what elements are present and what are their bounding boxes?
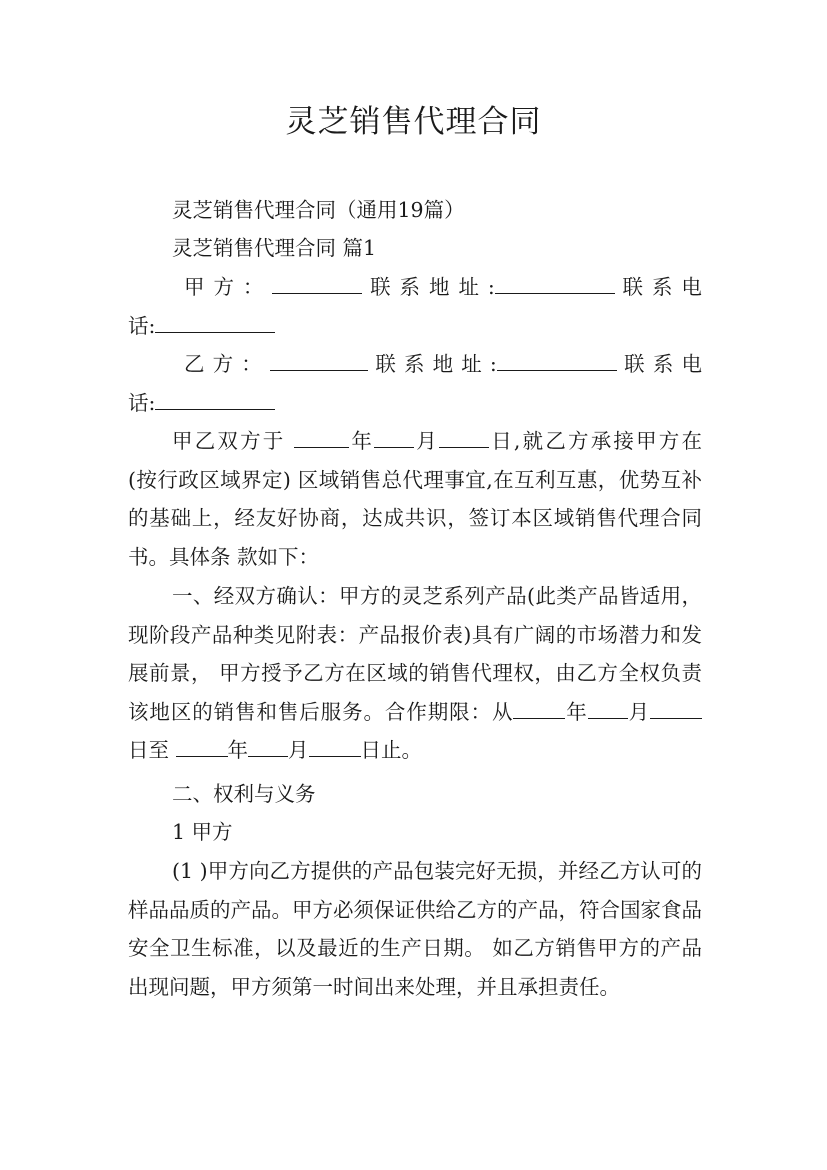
party-a-label: 甲 方 ： bbox=[184, 275, 265, 299]
document-title: 灵芝销售代理合同 bbox=[285, 104, 542, 140]
clause-2-heading: 二、权利与义务 bbox=[172, 782, 316, 806]
clause-1-day-blank bbox=[650, 696, 702, 719]
clause-1-end: 日止。 bbox=[360, 738, 423, 762]
clause-1-from-blank bbox=[513, 696, 565, 719]
clause-1-year2: 年 bbox=[227, 738, 249, 762]
intro-year-blank bbox=[294, 425, 349, 448]
party-b-label: 乙 方 ： bbox=[184, 352, 263, 376]
clause-1-text: 一、经双方确认：甲方的灵芝系列产品(此类产品皆适用，现阶段产品种类见附表：产品报价表)具有广阔的市场潜力和发展前景， 甲方授予乙方在区域的销售代理权，由乙方全权负责该地区的销售和售后服务。合作期限：从 bbox=[128, 584, 702, 724]
party-a-block bbox=[128, 268, 702, 345]
part-heading: 灵芝销售代理合同 篇1 bbox=[172, 236, 377, 260]
intro-first-line bbox=[128, 422, 702, 461]
clause-1-day2-blank bbox=[309, 734, 361, 757]
party-b-block bbox=[128, 345, 702, 422]
party-b-phone-blank bbox=[155, 387, 275, 410]
clause-1-month2: 月 bbox=[288, 738, 309, 762]
party-b-phone-label-cont: 话: bbox=[128, 390, 156, 415]
clause-2-subheading: 1 甲方 bbox=[172, 820, 233, 844]
clause-1-year2-blank bbox=[176, 734, 228, 757]
intro-paragraph bbox=[128, 422, 702, 576]
party-a-phone-label: 联 系 电 bbox=[622, 275, 702, 299]
clause-1-paragraph bbox=[128, 577, 702, 770]
party-a-address-blank bbox=[495, 271, 615, 294]
party-a-phone-blank bbox=[155, 310, 275, 333]
party-a-address-label: 联 系 地 址 : bbox=[370, 275, 495, 299]
intro-month: 月 bbox=[414, 429, 440, 453]
clause-2-item-1: (1 )甲方向乙方提供的产品包装完好无损，并经乙方认可的样品品质的产品。甲方必须保证供给乙方的产品，符合国家食品安全卫生标准，以及最近的生产日期。 如乙方销售甲方的产品出现问题，甲方须第一时间出来处理，并且承担责任。 bbox=[128, 859, 702, 999]
party-a-phone-label-cont: 话: bbox=[128, 313, 156, 338]
document-subtitle: 灵芝销售代理合同（通用19篇） bbox=[172, 198, 465, 222]
party-a-name-blank bbox=[272, 271, 362, 294]
party-b-phone-line bbox=[128, 384, 702, 423]
intro-lead: 甲乙双方于 bbox=[172, 429, 295, 453]
party-a-phone-line bbox=[128, 307, 702, 346]
clause-1-month: 月 bbox=[627, 699, 651, 724]
party-b-address-blank bbox=[497, 348, 617, 371]
clause-1-month-blank bbox=[588, 696, 628, 719]
intro-day-rest: 日,就乙方承接甲方在 bbox=[489, 429, 703, 453]
party-b-phone-label: 联 系 电 bbox=[624, 352, 702, 376]
clause-1-month2-blank bbox=[248, 734, 288, 757]
intro-day-blank bbox=[439, 425, 489, 448]
intro-year: 年 bbox=[349, 429, 375, 453]
party-b-address-label: 联 系 地 址 : bbox=[375, 352, 497, 376]
clause-1-day-to: 日至 bbox=[128, 738, 176, 762]
party-a-line bbox=[128, 268, 702, 307]
intro-rest: (按行政区域界定) 区域销售总代理事宜,在互利互惠，优势互补的基础上，经友好协商，达成共识，签订本区域销售代理合同书。具体条 款如下： bbox=[128, 467, 702, 569]
party-b-line bbox=[128, 345, 702, 384]
party-b-name-blank bbox=[270, 348, 368, 371]
intro-month-blank bbox=[374, 425, 414, 448]
clause-1-year: 年 bbox=[565, 699, 588, 724]
